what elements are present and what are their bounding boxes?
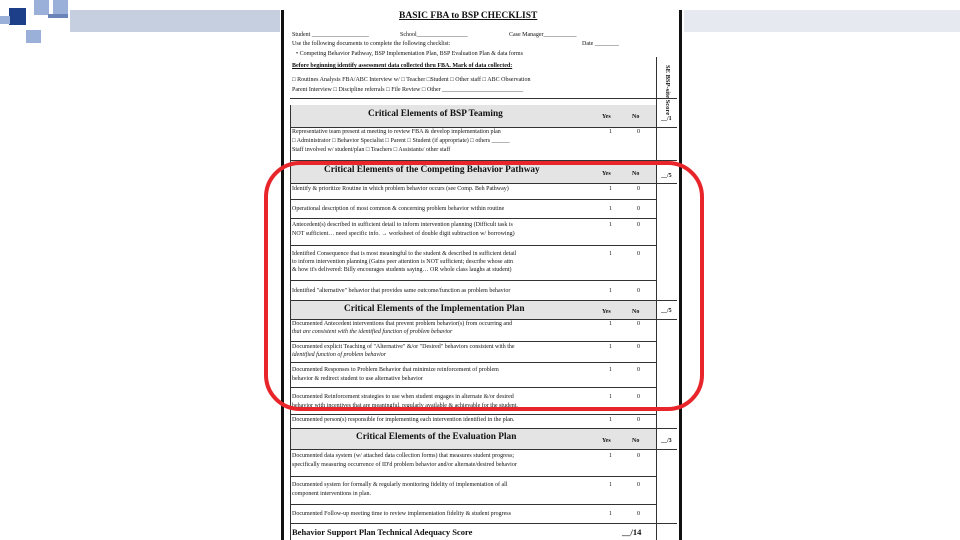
yes-value: 1 — [609, 417, 612, 423]
yes-value: 1 — [609, 251, 612, 257]
impl-row-1-line-1: Documented Antecedent interventions that prevent problem behavior(s) from occurring and — [292, 321, 513, 327]
checklist-document — [281, 10, 682, 540]
impl-row-5: Documented person(s) responsible for implementing each intervention identified in the plan. — [292, 417, 515, 423]
no-value: 0 — [637, 511, 640, 517]
doc-title: BASIC FBA to BSP CHECKLIST — [399, 11, 538, 21]
before-beginning: Before beginning identify assessment data collected thru FBA. Mark of data collected: — [292, 63, 513, 69]
yes-header: Yes — [602, 171, 611, 177]
yes-value: 1 — [609, 222, 612, 228]
yes-value: 1 — [609, 511, 612, 517]
eval-row-1-line-1: Documented data system (w/ attached data collection forms) that measures student progress; — [292, 453, 515, 459]
yes-value: 1 — [609, 394, 612, 400]
no-value: 0 — [637, 394, 640, 400]
student-field: Student ___________________ — [292, 32, 369, 38]
yes-header: Yes — [602, 114, 611, 120]
no-header: No — [632, 309, 640, 315]
section-title-implementation: Critical Elements of the Implementation Plan — [344, 304, 525, 314]
eval-row-2-line-1: Documented system for formally & regularly monitoring fidelity of implementation of all — [292, 482, 508, 488]
no-value: 0 — [637, 482, 640, 488]
no-value: 0 — [637, 186, 640, 192]
yes-value: 1 — [609, 482, 612, 488]
no-value: 0 — [637, 222, 640, 228]
pathway-row-3-line-1: Antecedent(s) described in sufficient detail to inform intervention planning (Difficult task is — [292, 222, 513, 228]
header-bar-stripe — [48, 14, 68, 18]
case-manager-field: Case Manager___________ — [509, 32, 577, 38]
school-field: School_________________ — [400, 32, 468, 38]
pathway-row-4-line-3: & how it's delivered: Billy encourages students saying… OR whole class laughs at student) — [292, 267, 512, 273]
pathway-row-5: Identified "alternative" behavior that provides same outcome/function as problem behavior — [292, 288, 511, 294]
yes-header: Yes — [602, 438, 611, 444]
no-value: 0 — [637, 367, 640, 373]
section-title-teaming: Critical Elements of BSP Teaming — [368, 109, 503, 119]
no-value: 0 — [637, 129, 640, 135]
no-value: 0 — [637, 344, 640, 350]
no-header: No — [632, 438, 640, 444]
implementation-score: __/5 — [661, 308, 672, 314]
impl-row-4-line-2: behavior with incentives that are meaningful, regularly available & achievable for the student. — [292, 403, 518, 409]
yes-value: 1 — [609, 321, 612, 327]
impl-row-2-line-1: Documented explicit Teaching of "Alternative" &/or "Desired" behaviors consistent with the — [292, 344, 515, 350]
impl-row-1-line-2: that are consistent with the identified function of problem behavior — [292, 329, 453, 335]
pathway-row-4-line-1: Identified Consequence that is most meaningful to the student & described in sufficient detail — [292, 251, 517, 257]
no-value: 0 — [637, 206, 640, 212]
pathway-row-3-line-2: NOT sufficient… need specific info. → worksheet of double digit subtraction w/ borrowing) — [292, 231, 515, 237]
no-value: 0 — [637, 321, 640, 327]
yes-value: 1 — [609, 453, 612, 459]
eval-row-1-line-2: specifically measuring occurrence of ID'd problem behavior and/or alternate/desired behavior — [292, 462, 517, 468]
instructions: Use the following documents to complete the following checklist: — [292, 41, 451, 47]
team-row-line-3: Staff involved w/ student/plan □ Teachers □ Assistants/ other staff — [292, 147, 451, 153]
team-row-line-2: □ Administrator □ Behavior Specialist □ Parent □ Student (if appropriate) □ others ______ — [292, 138, 510, 144]
yes-value: 1 — [609, 367, 612, 373]
no-value: 0 — [637, 417, 640, 423]
yes-value: 1 — [609, 206, 612, 212]
no-value: 0 — [637, 288, 640, 294]
impl-row-3-line-2: behavior & redirect student to use alternative behavior — [292, 376, 423, 382]
teaming-score: __/1 — [661, 116, 672, 122]
section-title-pathway: Critical Elements of the Competing Behavior Pathway — [324, 165, 540, 175]
pathway-score: __/5 — [661, 173, 672, 179]
no-header: No — [632, 171, 640, 177]
documents-bullet: • Competing Behavior Pathway, BSP Implementation Plan, BSP Evaluation Plan & data forms — [296, 51, 523, 57]
date-field: Date ________ — [582, 41, 619, 47]
pathway-row-4-line-2: to inform intervention planning (Gains peer attention is NOT sufficient; describe whose attn — [292, 259, 514, 265]
eval-row-3: Documented Follow-up meeting time to review implementation fidelity & student progress — [292, 511, 511, 517]
impl-row-3-line-1: Documented Responses to Problem Behavior that minimize reinforcement of problem — [292, 367, 499, 373]
total-score-label: Behavior Support Plan Technical Adequacy Score — [292, 527, 473, 537]
eval-row-2-line-2: component interventions in plan. — [292, 491, 371, 497]
yes-value: 1 — [609, 288, 612, 294]
pathway-row-2: Operational description of most common & concerning problem behavior within routine — [292, 206, 505, 212]
evaluation-score: __/3 — [661, 438, 672, 444]
impl-row-4-line-1: Documented Reinforcement strategies to use when student engages in alternate &/or desired — [292, 394, 514, 400]
no-header: No — [632, 114, 640, 120]
impl-row-2-line-2: identified function of problem behavior — [292, 352, 387, 358]
team-row-line-1: Representative team present at meeting to review FBA & develop implementation plan — [292, 129, 501, 135]
yes-value: 1 — [609, 186, 612, 192]
yes-header: Yes — [602, 309, 611, 315]
no-value: 0 — [637, 251, 640, 257]
total-score: __/14 — [622, 527, 642, 537]
yes-value: 1 — [609, 344, 612, 350]
no-value: 0 — [637, 453, 640, 459]
data-line-1: □ Routines Analysis FBA/ABC Interview w/ □ Teacher □Student □ Other staff □ ABC Observation — [292, 77, 531, 83]
side-score-label: SE BSP-site Score — [664, 65, 671, 116]
pathway-row-1: Identify & prioritize Routine in which problem behavior occurs (see Comp. Beh Pathway) — [292, 186, 509, 192]
yes-value: 1 — [609, 129, 612, 135]
section-title-evaluation: Critical Elements of the Evaluation Plan — [356, 432, 517, 442]
data-line-2: Parent Interview □ Discipline referrals □ File Review □ Other ___________________________ — [292, 87, 524, 93]
